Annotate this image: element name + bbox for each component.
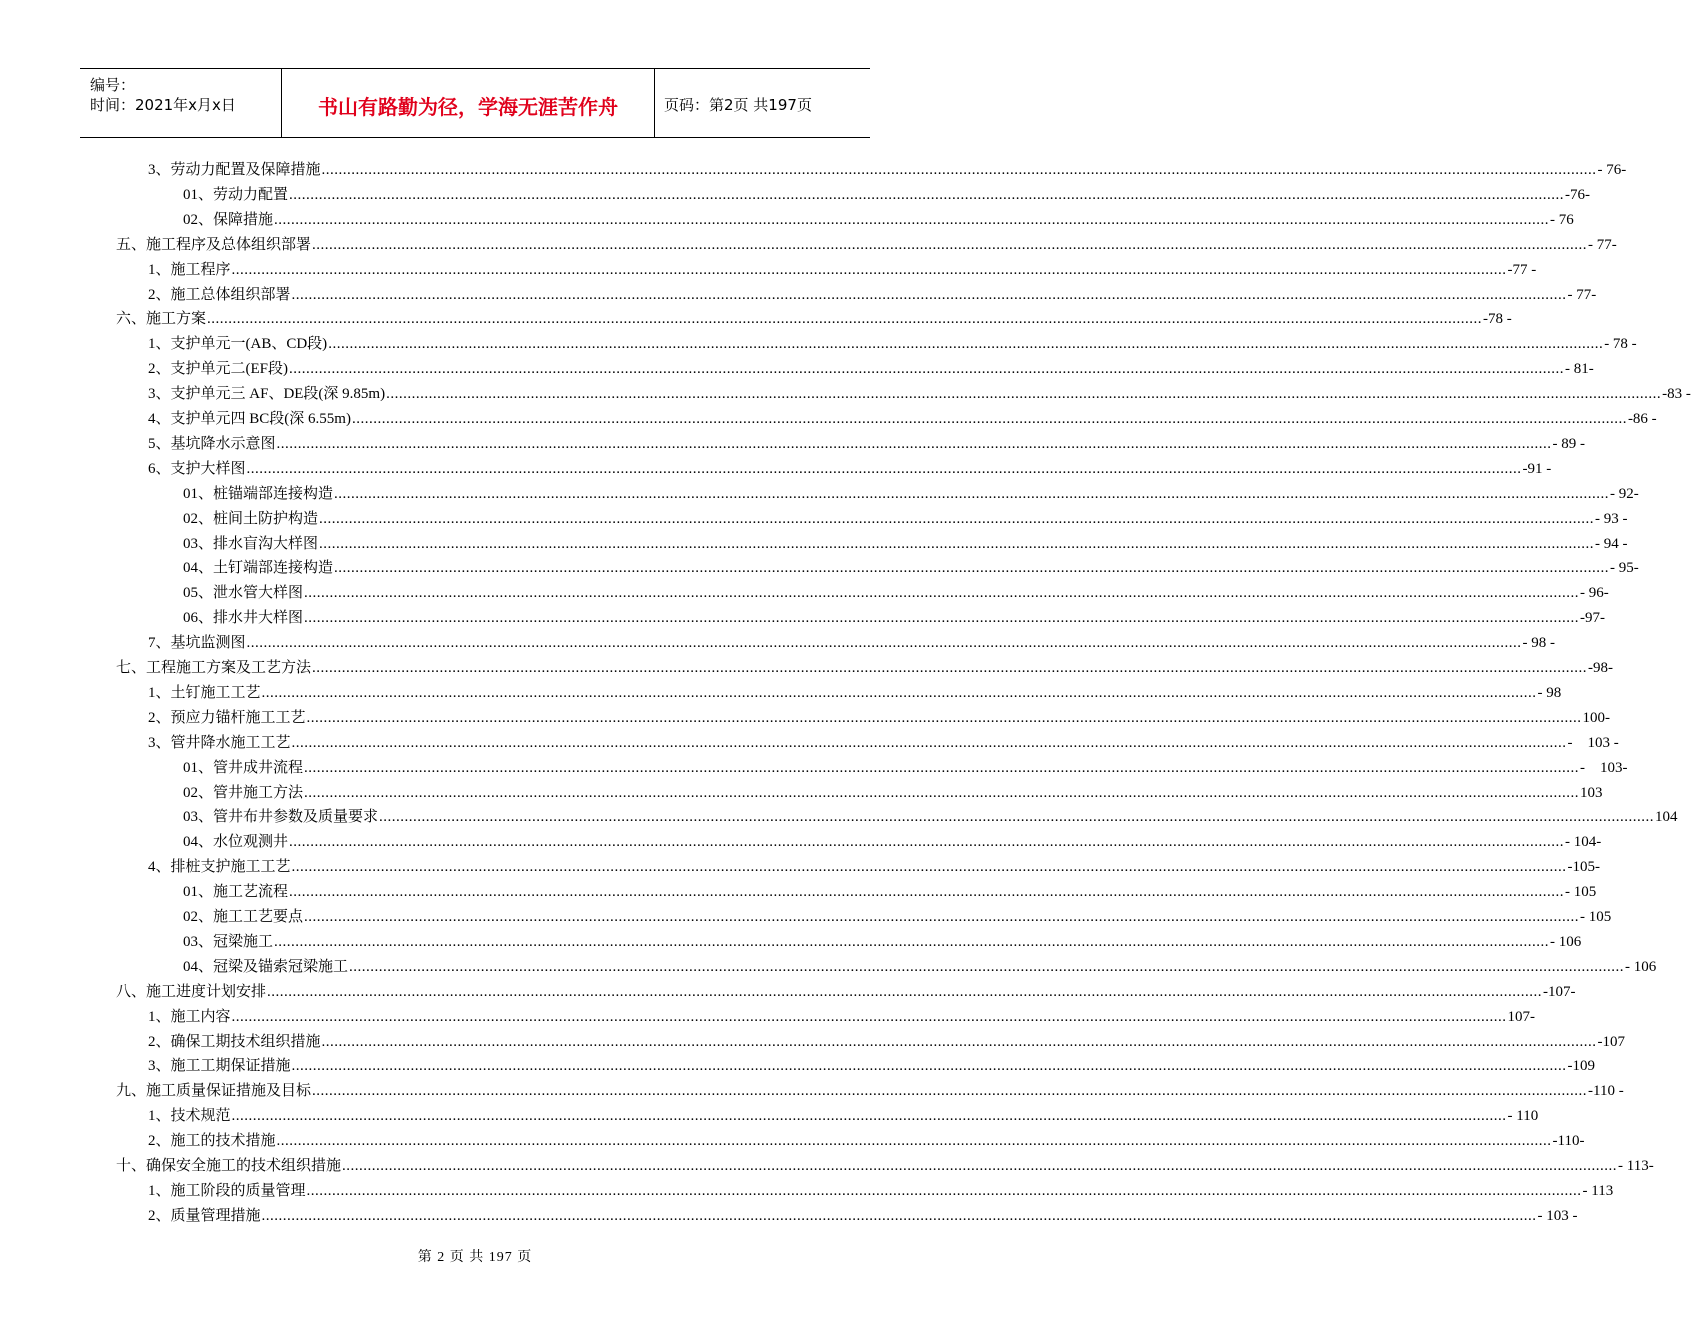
toc-page-number: -105- bbox=[1567, 859, 1601, 876]
toc-page-number: -77 - bbox=[1507, 261, 1537, 278]
toc-leader-dots: ............................................................................................................................................................................................................................................................................................................ bbox=[351, 411, 1627, 427]
toc-number: 03、 bbox=[183, 535, 214, 552]
toc-entry[interactable] bbox=[183, 606, 1606, 631]
toc-number: 02、 bbox=[183, 784, 214, 801]
header-right-cell bbox=[655, 69, 870, 137]
toc-title: 土钉端部连接构造 bbox=[213, 560, 334, 577]
toc-page-number: -97- bbox=[1580, 610, 1606, 627]
toc-title: 施工工期保证措施 bbox=[170, 1058, 291, 1075]
toc-number: 九、 bbox=[116, 1083, 147, 1100]
toc-leader-dots: ............................................................................................................................................................................................................................................................................................................ bbox=[276, 1133, 1552, 1150]
page-info: 页码：第2页 共197页 bbox=[664, 95, 812, 114]
toc-leader-dots: ............................................................................................................................................................................................................................................................................................................ bbox=[304, 759, 1580, 776]
toc-title: 确保工期技术组织措施 bbox=[170, 1033, 321, 1050]
toc-leader-dots: ............................................................................................................................................................................................................................................................................................................ bbox=[304, 585, 1580, 602]
toc-number: 05、 bbox=[183, 585, 214, 602]
toc-title: 排桩支护施工工艺 bbox=[170, 859, 291, 876]
toc-leader-dots: ............................................................................................................................................................................................................................................................................................................ bbox=[207, 311, 1483, 328]
toc-number: 01、 bbox=[183, 485, 214, 502]
toc-page-number: - 76- bbox=[1597, 162, 1627, 178]
toc-leader-dots: ............................................................................................................................................................................................................................................................................................................ bbox=[289, 884, 1565, 901]
toc-title: 土钉施工工艺 bbox=[170, 684, 261, 701]
toc-number: 7、 bbox=[148, 635, 171, 652]
toc-title: 施工质量保证措施及目标 bbox=[146, 1083, 312, 1100]
toc-number: 4、 bbox=[148, 411, 171, 427]
toc-entry[interactable] bbox=[183, 930, 1582, 955]
toc-leader-dots: ............................................................................................................................................................................................................................................................................................................ bbox=[291, 1058, 1567, 1075]
toc-page-number: -110- bbox=[1552, 1133, 1585, 1150]
toc-number: 02、 bbox=[183, 510, 214, 527]
toc-title: 施工程序及总体组织部署 bbox=[146, 236, 312, 253]
toc-page-number: - 98 bbox=[1537, 684, 1562, 701]
toc-number: 2、 bbox=[148, 286, 171, 303]
toc-number: 1、 bbox=[148, 1182, 171, 1199]
toc-entry[interactable] bbox=[148, 1179, 1614, 1204]
toc-leader-dots: ............................................................................................................................................................................................................................................................................................................ bbox=[274, 933, 1550, 950]
toc-entry[interactable] bbox=[148, 1030, 1626, 1055]
toc-entry[interactable] bbox=[148, 357, 1594, 382]
toc-title: 施工的技术措施 bbox=[170, 1133, 276, 1150]
toc-leader-dots: ............................................................................................................................................................................................................................................................................................................ bbox=[304, 610, 1580, 627]
toc-number: 02、 bbox=[183, 909, 214, 925]
toc-entry[interactable] bbox=[116, 307, 1512, 332]
toc-page-number: -110 - bbox=[1588, 1083, 1624, 1100]
toc-page-number: - 113- bbox=[1618, 1158, 1654, 1174]
toc-title: 支护单元四 BC段(深 6.55m) bbox=[170, 411, 351, 427]
toc-entry[interactable] bbox=[183, 830, 1602, 855]
toc-title: 排水井大样图 bbox=[213, 610, 304, 627]
toc-title: 管井降水施工工艺 bbox=[170, 734, 291, 751]
toc-leader-dots: ............................................................................................................................................................................................................................................................................................................ bbox=[312, 660, 1588, 676]
toc-leader-dots: ............................................................................................................................................................................................................................................................................................................ bbox=[261, 684, 1537, 701]
toc-page-number: - 94 - bbox=[1595, 535, 1628, 552]
toc-leader-dots: ............................................................................................................................................................................................................................................................................................................ bbox=[312, 236, 1588, 253]
toc-number: 1、 bbox=[148, 1108, 171, 1125]
toc-page-number: -91 - bbox=[1522, 460, 1552, 477]
toc-entry[interactable] bbox=[183, 532, 1628, 557]
toc-page-number: - 95- bbox=[1610, 560, 1639, 577]
toc-page-number: - 96- bbox=[1580, 585, 1609, 602]
toc-number: 01、 bbox=[183, 186, 214, 203]
toc-page-number: - 106 bbox=[1550, 933, 1582, 950]
toc-title: 冠梁施工 bbox=[213, 933, 274, 950]
toc-page-number: - 113 bbox=[1582, 1182, 1614, 1199]
toc-entry[interactable] bbox=[148, 1054, 1596, 1079]
toc-page-number: - 76 bbox=[1550, 211, 1574, 228]
toc-page-number: - 98 - bbox=[1522, 635, 1556, 652]
toc-leader-dots: ............................................................................................................................................................................................................................................................................................................ bbox=[349, 958, 1625, 975]
toc-title: 保障措施 bbox=[213, 211, 274, 228]
toc-title: 施工方案 bbox=[146, 311, 207, 328]
header-left-cell bbox=[80, 69, 281, 137]
toc-entry[interactable] bbox=[183, 781, 1603, 806]
toc-leader-dots: ............................................................................................................................................................................................................................................................................................................ bbox=[291, 734, 1567, 751]
toc-page-number: 100- bbox=[1582, 709, 1611, 726]
toc-page-number: -109 bbox=[1567, 1058, 1596, 1075]
toc-title: 施工艺流程 bbox=[213, 884, 289, 901]
toc-number: 04、 bbox=[183, 834, 214, 851]
toc-number: 03、 bbox=[183, 933, 214, 950]
toc-title: 泄水管大样图 bbox=[213, 585, 304, 602]
toc-title: 管井成井流程 bbox=[213, 759, 304, 776]
toc-number: 1、 bbox=[148, 684, 171, 701]
toc-page-number: - 77- bbox=[1588, 236, 1617, 253]
toc-page-number: -107- bbox=[1543, 983, 1576, 1000]
toc-entry[interactable] bbox=[183, 208, 1574, 233]
toc-leader-dots: ............................................................................................................................................................................................................................................................................................................ bbox=[231, 261, 1507, 278]
toc-leader-dots: ............................................................................................................................................................................................................................................................................................................ bbox=[261, 1207, 1537, 1224]
toc-number: 2、 bbox=[148, 1133, 171, 1150]
toc-page-number: - 110 bbox=[1507, 1108, 1539, 1125]
toc-entry[interactable] bbox=[183, 556, 1639, 581]
toc-leader-dots: ............................................................................................................................................................................................................................................................................................................ bbox=[276, 435, 1552, 452]
toc-entry[interactable] bbox=[148, 283, 1597, 308]
toc-leader-dots: ............................................................................................................................................................................................................................................................................................................ bbox=[304, 784, 1580, 801]
toc-title: 支护单元一(AB、CD段) bbox=[170, 336, 328, 353]
toc-entry[interactable] bbox=[116, 656, 1614, 681]
toc-entry[interactable] bbox=[148, 706, 1611, 731]
toc-title: 管井施工方法 bbox=[213, 784, 304, 801]
toc-entry[interactable] bbox=[148, 382, 1691, 407]
toc-entry[interactable] bbox=[148, 432, 1586, 457]
toc-number: 十、 bbox=[116, 1158, 147, 1174]
toc-leader-dots: ............................................................................................................................................................................................................................................................................................................ bbox=[274, 211, 1550, 228]
toc-title: 桩间土防护构造 bbox=[213, 510, 319, 527]
toc-number: 3、 bbox=[148, 734, 171, 751]
toc-entry[interactable] bbox=[116, 1154, 1654, 1179]
toc-number: 01、 bbox=[183, 884, 214, 901]
toc-title: 施工阶段的质量管理 bbox=[170, 1182, 306, 1199]
toc-leader-dots: ............................................................................................................................................................................................................................................................................................................ bbox=[306, 709, 1582, 726]
toc-title: 确保安全施工的技术组织措施 bbox=[146, 1158, 342, 1174]
toc-title: 预应力锚杆施工工艺 bbox=[170, 709, 306, 726]
toc-page-number: -86 - bbox=[1627, 411, 1657, 427]
toc-number: 1、 bbox=[148, 261, 171, 278]
toc-page-number: - 106 bbox=[1625, 958, 1657, 975]
toc-page-number: - 93 - bbox=[1595, 510, 1628, 527]
toc-title: 劳动力配置 bbox=[213, 186, 289, 203]
toc-title: 支护单元二(EF段) bbox=[170, 361, 289, 378]
toc-title: 质量管理措施 bbox=[170, 1207, 261, 1224]
toc-entry[interactable] bbox=[183, 482, 1639, 507]
page-footer: 第 2 页 共 197 页 bbox=[417, 1250, 533, 1265]
toc-number: 4、 bbox=[148, 859, 171, 876]
toc-leader-dots: ............................................................................................................................................................................................................................................................................................................ bbox=[328, 336, 1604, 353]
toc-entry[interactable] bbox=[183, 805, 1678, 830]
toc-number: 六、 bbox=[116, 311, 147, 328]
motto-text: 书山有路勤为径，学海无涯苦作舟 bbox=[318, 94, 618, 119]
toc-page-number: -76- bbox=[1565, 186, 1591, 203]
toc-page-number: - 103 - bbox=[1567, 734, 1619, 751]
toc-leader-dots: ............................................................................................................................................................................................................................................................................................................ bbox=[321, 1033, 1597, 1050]
toc-page-number: -98- bbox=[1588, 660, 1614, 676]
toc-page-number: 103 bbox=[1580, 784, 1603, 801]
toc-number: 04、 bbox=[183, 560, 214, 577]
number-label: 编号： bbox=[90, 76, 136, 94]
toc-page-number: - 105 bbox=[1565, 884, 1597, 901]
toc-title: 桩锚端部连接构造 bbox=[213, 485, 334, 502]
toc-number: 5、 bbox=[148, 435, 171, 452]
toc-number: 6、 bbox=[148, 460, 171, 477]
toc-number: 2、 bbox=[148, 361, 171, 378]
toc-number: 3、 bbox=[148, 1058, 171, 1075]
toc-leader-dots: ............................................................................................................................................................................................................................................................................................................ bbox=[319, 535, 1595, 552]
toc-number: 3、 bbox=[148, 386, 171, 403]
toc-number: 02、 bbox=[183, 211, 214, 228]
toc-title: 施工程序 bbox=[170, 261, 231, 278]
toc-leader-dots: ............................................................................................................................................................................................................................................................................................................ bbox=[342, 1158, 1618, 1174]
toc-entry[interactable] bbox=[148, 457, 1552, 482]
toc-entry[interactable] bbox=[148, 631, 1556, 656]
toc-title: 冠梁及锚索冠梁施工 bbox=[213, 958, 349, 975]
toc-leader-dots: ............................................................................................................................................................................................................................................................................................................ bbox=[246, 635, 1522, 652]
toc-number: 03、 bbox=[183, 809, 214, 826]
toc-leader-dots: ............................................................................................................................................................................................................................................................................................................ bbox=[246, 460, 1522, 477]
toc-leader-dots: ............................................................................................................................................................................................................................................................................................................ bbox=[386, 386, 1662, 403]
toc-page-number: - 81- bbox=[1565, 361, 1594, 378]
toc-entry[interactable] bbox=[148, 681, 1562, 706]
toc-number: 1、 bbox=[148, 1008, 171, 1025]
toc-leader-dots: ............................................................................................................................................................................................................................................................................................................ bbox=[289, 361, 1565, 378]
toc-page-number: - 89 - bbox=[1552, 435, 1586, 452]
toc-title: 施工内容 bbox=[170, 1008, 231, 1025]
toc-page-number: - 104- bbox=[1565, 834, 1602, 851]
time-label: 时间：2021年x月x日 bbox=[90, 96, 236, 114]
toc-title: 施工工艺要点 bbox=[213, 909, 304, 925]
toc-page-number: - 78 - bbox=[1604, 336, 1637, 353]
toc-title: 基坑监测图 bbox=[170, 635, 246, 652]
toc-title: 工程施工方案及工艺方法 bbox=[146, 660, 312, 676]
toc-number: 06、 bbox=[183, 610, 214, 627]
toc-leader-dots: ............................................................................................................................................................................................................................................................................................................ bbox=[312, 1083, 1588, 1100]
toc-entry[interactable] bbox=[148, 332, 1637, 357]
toc-entry[interactable] bbox=[183, 183, 1591, 208]
toc-leader-dots: ............................................................................................................................................................................................................................................................................................................ bbox=[231, 1108, 1507, 1125]
toc-title: 技术规范 bbox=[170, 1108, 231, 1125]
toc-leader-dots: ............................................................................................................................................................................................................................................................................................................ bbox=[291, 286, 1567, 303]
toc-number: 2、 bbox=[148, 1033, 171, 1050]
toc-title: 施工总体组织部署 bbox=[170, 286, 291, 303]
toc-page-number: -107 bbox=[1597, 1033, 1626, 1050]
toc-entry[interactable] bbox=[183, 955, 1657, 980]
toc-title: 施工进度计划安排 bbox=[146, 983, 267, 1000]
toc-entry[interactable] bbox=[116, 233, 1617, 258]
toc-leader-dots: ............................................................................................................................................................................................................................................................................................................ bbox=[231, 1008, 1507, 1025]
toc-entry[interactable] bbox=[116, 1079, 1624, 1104]
toc-entry[interactable] bbox=[148, 1204, 1578, 1229]
toc-entry[interactable] bbox=[116, 980, 1576, 1005]
toc-title: 管井布井参数及质量要求 bbox=[213, 809, 379, 826]
toc-leader-dots: ............................................................................................................................................................................................................................................................................................................ bbox=[379, 809, 1655, 826]
toc-number: 2、 bbox=[148, 1207, 171, 1224]
toc-leader-dots: ............................................................................................................................................................................................................................................................................................................ bbox=[319, 510, 1595, 527]
toc-page-number: - 103- bbox=[1580, 759, 1628, 776]
toc-number: 01、 bbox=[183, 759, 214, 776]
toc-title: 支护大样图 bbox=[170, 460, 246, 477]
toc-number: 1、 bbox=[148, 336, 171, 353]
toc-leader-dots: ............................................................................................................................................................................................................................................................................................................ bbox=[334, 485, 1610, 502]
toc-entry[interactable] bbox=[183, 756, 1628, 781]
toc-leader-dots: ............................................................................................................................................................................................................................................................................................................ bbox=[289, 186, 1565, 203]
toc-entry[interactable] bbox=[148, 158, 1627, 183]
header-motto-cell bbox=[281, 69, 655, 137]
toc-number: 04、 bbox=[183, 958, 214, 975]
toc-page-number: 107- bbox=[1507, 1008, 1536, 1025]
toc-page-number: 104 bbox=[1655, 809, 1678, 826]
toc-leader-dots: ............................................................................................................................................................................................................................................................................................................ bbox=[304, 909, 1580, 925]
toc-title: 劳动力配置及保障措施 bbox=[170, 162, 321, 178]
toc-leader-dots: ............................................................................................................................................................................................................................................................................................................ bbox=[321, 162, 1597, 178]
toc-number: 2、 bbox=[148, 709, 171, 726]
toc-number: 八、 bbox=[116, 983, 147, 1000]
toc-leader-dots: ............................................................................................................................................................................................................................................................................................................ bbox=[334, 560, 1610, 577]
toc-title: 支护单元三 AF、DE段(深 9.85m) bbox=[170, 386, 386, 403]
toc-leader-dots: ............................................................................................................................................................................................................................................................................................................ bbox=[306, 1182, 1582, 1199]
page-header bbox=[80, 68, 870, 138]
toc-entry[interactable] bbox=[183, 905, 1612, 930]
toc-entry[interactable] bbox=[148, 855, 1601, 880]
toc-title: 水位观测井 bbox=[213, 834, 289, 851]
toc-entry[interactable] bbox=[148, 407, 1657, 432]
toc-entry[interactable] bbox=[183, 507, 1628, 532]
toc-page-number: - 103 - bbox=[1537, 1207, 1578, 1224]
toc-number: 五、 bbox=[116, 236, 147, 253]
toc-page-number: - 105 bbox=[1580, 909, 1612, 925]
toc-leader-dots: ............................................................................................................................................................................................................................................................................................................ bbox=[291, 859, 1567, 876]
toc-page-number: - 77- bbox=[1567, 286, 1597, 303]
toc-entry[interactable] bbox=[148, 1104, 1539, 1129]
toc-entry[interactable] bbox=[148, 731, 1619, 756]
toc-page-number: - 92- bbox=[1610, 485, 1639, 502]
toc-title: 排水盲沟大样图 bbox=[213, 535, 319, 552]
toc-number: 七、 bbox=[116, 660, 147, 676]
toc-title: 基坑降水示意图 bbox=[170, 435, 276, 452]
toc-entry[interactable] bbox=[148, 1005, 1536, 1030]
toc-entry[interactable] bbox=[148, 258, 1537, 283]
toc-leader-dots: ............................................................................................................................................................................................................................................................................................................ bbox=[289, 834, 1565, 851]
toc-number: 3、 bbox=[148, 162, 171, 178]
toc-entry[interactable] bbox=[148, 1129, 1585, 1154]
toc-entry[interactable] bbox=[183, 880, 1597, 905]
toc-entry[interactable] bbox=[183, 581, 1609, 606]
toc-page-number: -83 - bbox=[1662, 386, 1691, 403]
toc-page-number: -78 - bbox=[1483, 311, 1512, 328]
toc-leader-dots: ............................................................................................................................................................................................................................................................................................................ bbox=[267, 983, 1543, 1000]
